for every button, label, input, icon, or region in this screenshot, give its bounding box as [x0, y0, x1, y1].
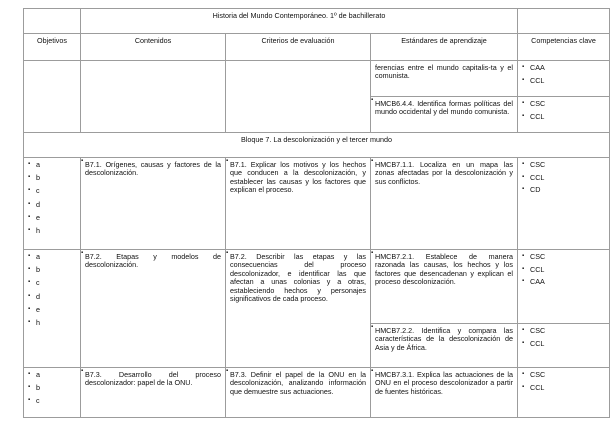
content-cell [81, 158, 226, 250]
competency-item: ▪ CCL [522, 174, 605, 187]
objective-item: ▪ e [28, 306, 76, 319]
criterion-cell [226, 250, 371, 368]
standard-cell [371, 61, 518, 97]
header-criterios: Criterios de evaluación [226, 34, 371, 61]
standard-cell [371, 368, 518, 418]
standard-text: HMCB7.2.1. Establece de manera razonada las causas, los hechos y los factores que desencadenan y explican el proceso descolonización. [375, 252, 514, 287]
competency-item: ▪ CSC [522, 161, 605, 174]
block-title: Bloque 7. La descolonización y el tercer mundo [24, 133, 610, 158]
competency-item: ▪ CAA [522, 64, 605, 77]
objective-item: ▪ e [28, 214, 76, 227]
content-cell [81, 250, 226, 368]
title-corner-cell [24, 9, 81, 34]
criterion-cell [226, 368, 371, 418]
objective-item: ▪ b [28, 384, 76, 397]
content-text: B7.1. Orígenes, causas y factores de la descolonización. [85, 160, 221, 178]
objective-item: ▪ d [28, 201, 76, 214]
competency-item: ▪ CSC [522, 371, 605, 384]
objective-item: ▪ c [28, 187, 76, 200]
standard-text: HMCB7.3.1. Explica las actuaciones de la ONU en el proceso descolonizador a partir de fuentes históricas. [375, 370, 514, 396]
competencies-cell [518, 250, 610, 324]
objectives-cell [24, 368, 81, 418]
competencies-cell [518, 324, 610, 368]
objective-item: ▪ c [28, 397, 76, 410]
title-corner-cell-right [518, 9, 610, 34]
standard-cell [371, 250, 518, 324]
objective-item: ▪ h [28, 319, 76, 332]
criterion-cell [226, 158, 371, 250]
standard-cell [371, 158, 518, 250]
competencies-cell [518, 97, 610, 133]
criterion-text: B7.3. Definir el papel de la ONU en la descolonización, analizando información que demuestre sus actuaciones. [230, 370, 366, 396]
competency-item: ▪ CSC [522, 253, 605, 266]
competency-item: ▪ CSC [522, 327, 605, 340]
objective-item: ▪ c [28, 279, 76, 292]
curriculum-table [23, 8, 610, 418]
competency-item: ▪ CAA [522, 278, 605, 291]
competency-item: ▪ CSC [522, 100, 605, 113]
standard-text: HMCB7.1.1. Localiza en un mapa las zonas afectadas por la descolonización y sus conflictos. [375, 160, 514, 186]
competency-item: ▪ CCL [522, 113, 605, 126]
standard-cell [371, 324, 518, 368]
standard-text: HMCB6.4.4. Identifica formas políticas del mundo occidental y del mundo comunista. [375, 99, 514, 117]
objective-item: ▪ b [28, 174, 76, 187]
competency-item: ▪ CCL [522, 340, 605, 353]
content-cell [81, 61, 226, 133]
competency-item: ▪ CCL [522, 266, 605, 279]
column-header-row [24, 34, 610, 61]
standard-text: ferencias entre el mundo capitalis-ta y el comunista. [375, 63, 514, 81]
objectives-cell [24, 158, 81, 250]
table-row [24, 158, 610, 250]
content-cell [81, 368, 226, 418]
competencies-cell [518, 158, 610, 250]
standard-cell [371, 97, 518, 133]
objective-item: ▪ b [28, 266, 76, 279]
objective-item: ▪ a [28, 253, 76, 266]
table-row [24, 250, 610, 324]
standard-text: HMCB7.2.2. Identifica y compara las características de la descolonización de Asia y de África. [375, 326, 514, 352]
criterion-text: B7.1. Explicar los motivos y los hechos que conducen a la descolonización, y establecer las causas y los factores que explican el proceso. [230, 160, 366, 195]
criterion-cell [226, 61, 371, 133]
table-row [24, 368, 610, 418]
objective-item: ▪ a [28, 371, 76, 384]
objective-item: ▪ h [28, 227, 76, 240]
competencies-cell [518, 368, 610, 418]
header-objetivos: Objetivos [24, 34, 81, 61]
objective-item: ▪ a [28, 161, 76, 174]
course-title: Historia del Mundo Contemporáneo. 1º de bachillerato [81, 9, 518, 34]
objectives-cell [24, 250, 81, 368]
competency-item: ▪ CCL [522, 77, 605, 90]
criterion-text: B7.2. Describir las etapas y las consecuencias del proceso descolonizador, e identificar las que afectan a unas colonias y a otras, estableciendo hechos y personajes significativos de cada proceso. [230, 252, 366, 304]
objective-item: ▪ d [28, 293, 76, 306]
table-row [24, 61, 610, 97]
competency-item: ▪ CD [522, 186, 605, 199]
block-title-row [24, 133, 610, 158]
competency-item: ▪ CCL [522, 384, 605, 397]
header-contenidos: Contenidos [81, 34, 226, 61]
content-text: B7.2. Etapas y modelos de descolonización. [85, 252, 221, 270]
competencies-cell [518, 61, 610, 97]
objectives-cell [24, 61, 81, 133]
header-competencias: Competencias clave [518, 34, 610, 61]
content-text: B7.3. Desarrollo del proceso descolonizador: papel de la ONU. [85, 370, 221, 388]
title-row [24, 9, 610, 34]
header-estandares: Estándares de aprendizaje [371, 34, 518, 61]
